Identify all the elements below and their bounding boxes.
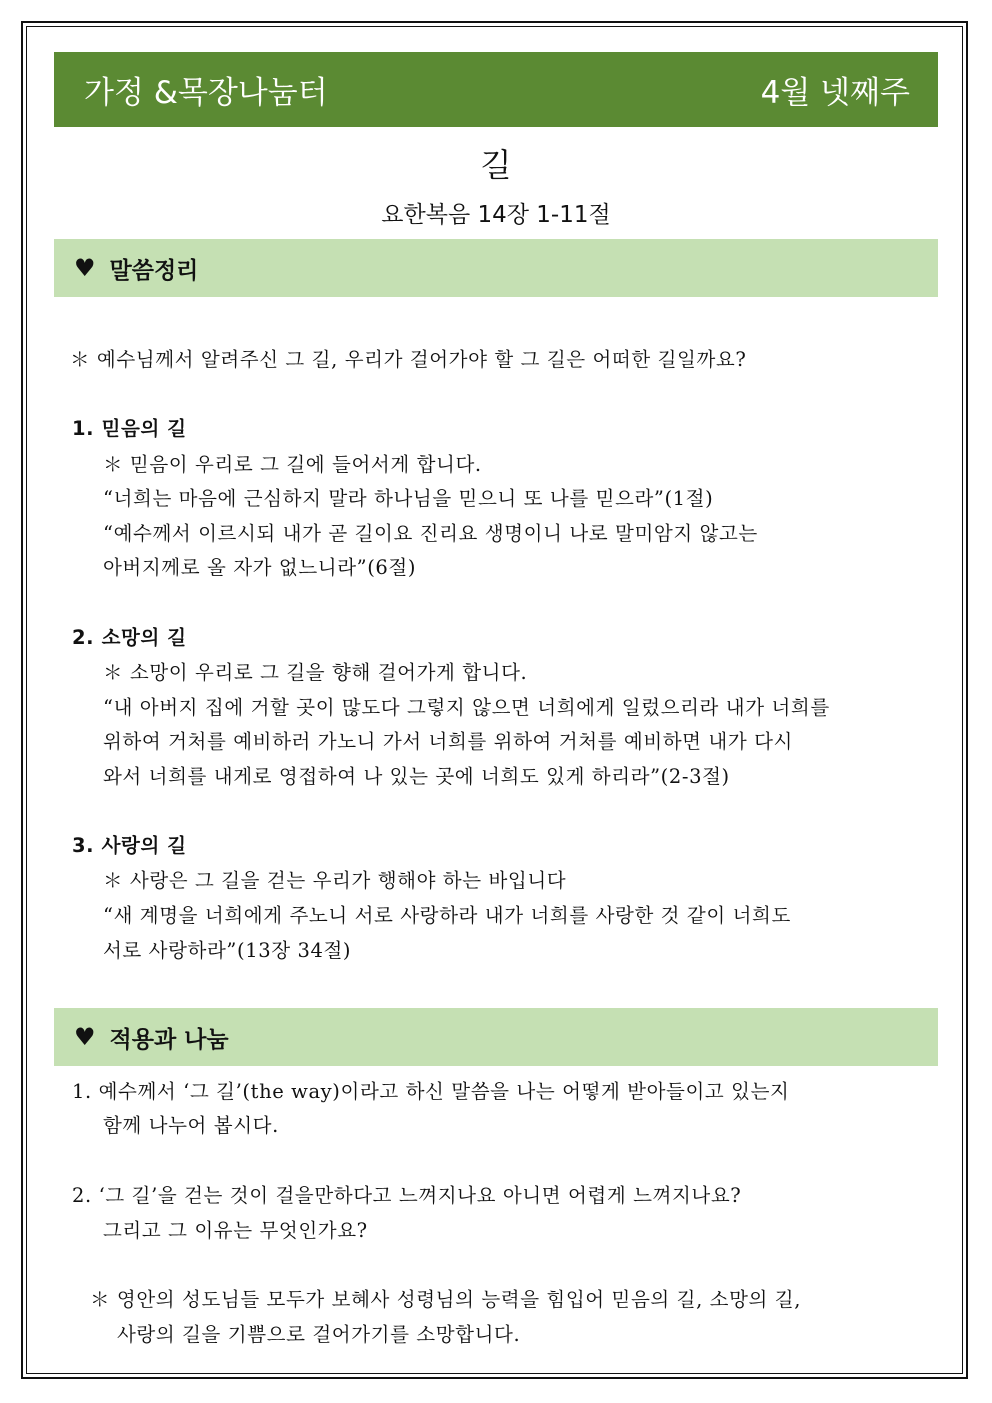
point-1-line: 아버지께로 올 자가 없느니라”(6절) (103, 556, 417, 579)
point-2-line: ＊ 소망이 우리로 그 길을 향해 걸어가게 합니다. (103, 661, 528, 684)
point-1-line: “예수께서 이르시되 내가 곧 길이요 진리요 생명이니 나로 말미암지 않고는 (103, 522, 758, 545)
question-1-cont: 함께 나누어 봅시다. (103, 1114, 279, 1137)
point-2-line: “내 아버지 집에 거할 곳이 많도다 그렇지 않으면 너희에게 일렀으리라 내가 너희를 (103, 696, 830, 719)
point-3-title: 3. 사랑의 길 (72, 834, 187, 857)
point-1-line: ＊ 믿음이 우리로 그 길에 들어서게 합니다. (103, 453, 482, 476)
section-summary-label: 말씀정리 (109, 257, 199, 284)
point-3-line: ＊ 사랑은 그 길을 걷는 우리가 행해야 하는 바입니다 (103, 869, 567, 892)
header-week: 4월 넷째주 (760, 75, 910, 111)
question-1: 1. 예수께서 ‘그 길’(the way)이라고 하신 말씀을 나는 어떻게 받아들이고 있는지 (72, 1080, 790, 1103)
heart-icon: ♥ (74, 254, 96, 282)
page-title: 길 (480, 146, 512, 184)
intro-question: ＊ 예수님께서 알려주신 그 길, 우리가 걸어가야 할 그 길은 어떠한 길일까요? (70, 348, 747, 371)
point-2-line: 와서 너희를 내게로 영접하여 나 있는 곳에 너희도 있게 하리라”(2-3절) (103, 765, 730, 788)
point-3-line: “새 계명을 너희에게 주노니 서로 사랑하라 내가 너희를 사랑한 것 같이 너희도 (103, 904, 791, 927)
point-2-title: 2. 소망의 길 (72, 626, 187, 649)
point-1-title: 1. 믿음의 길 (72, 417, 187, 440)
point-2-line: 위하여 거처를 예비하러 가노니 가서 너희를 위하여 거처를 예비하면 내가 다시 (103, 730, 793, 753)
section-summary-heading (54, 239, 938, 297)
scripture-reference: 요한복음 14장 1-11절 (381, 202, 611, 228)
section-sharing-heading (54, 1008, 938, 1066)
closing-note: ＊ 영안의 성도님들 모두가 보혜사 성령님의 능력을 힘입어 믿음의 길, 소망의 길, (90, 1288, 802, 1311)
closing-note-cont: 사랑의 길을 기쁨으로 걸어가기를 소망합니다. (117, 1323, 521, 1346)
question-2: 2. ‘그 길’을 걷는 것이 걸을만하다고 느껴지나요 아니면 어렵게 느껴지나요? (72, 1184, 742, 1207)
point-1-line: “너희는 마음에 근심하지 말라 하나님을 믿으니 또 나를 믿으라”(1절) (103, 487, 714, 510)
point-3-line: 서로 사랑하라”(13장 34절) (103, 939, 352, 962)
header-title: 가정 &목장나눔터 (84, 75, 328, 111)
question-2-cont: 그리고 그 이유는 무엇인가요? (103, 1219, 368, 1242)
section-sharing-label: 적용과 나눔 (109, 1026, 229, 1053)
heart-icon: ♥ (74, 1023, 96, 1051)
header-banner (54, 52, 938, 127)
